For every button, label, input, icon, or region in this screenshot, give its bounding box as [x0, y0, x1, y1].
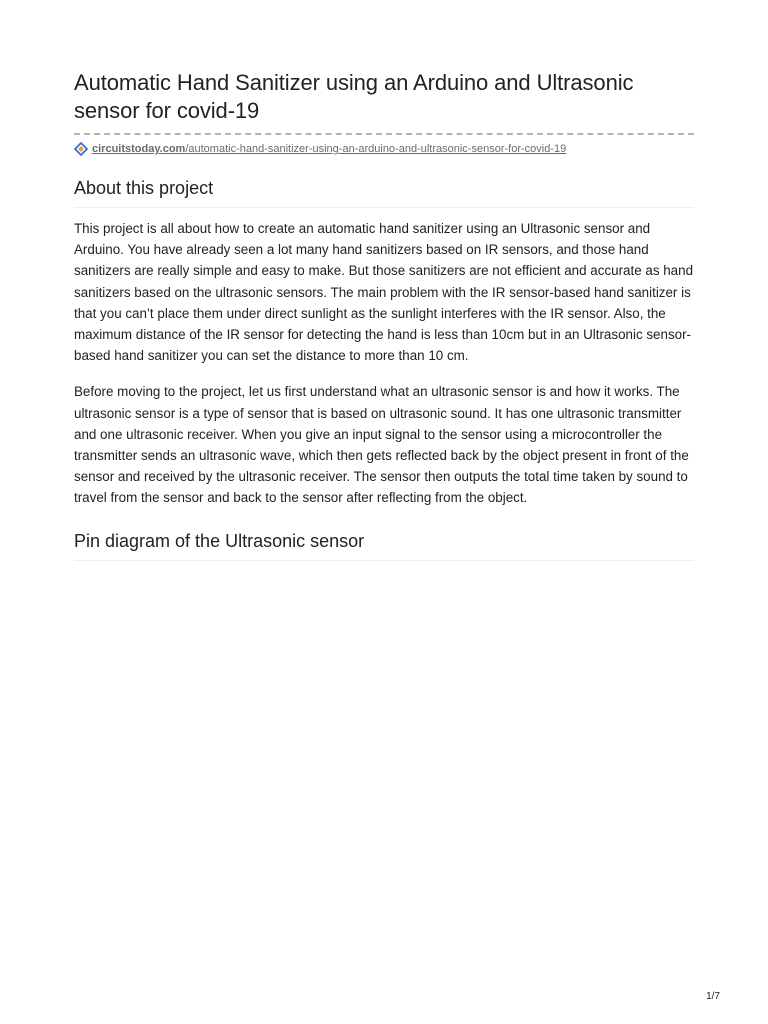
source-domain[interactable]: circuitstoday.com: [92, 143, 186, 155]
title-divider: [74, 133, 694, 135]
link-diamond-icon: [74, 142, 88, 156]
section-divider: [74, 560, 694, 561]
section-divider: [74, 207, 694, 208]
page-number: 1/7: [706, 991, 720, 1002]
source-link[interactable]: [74, 142, 694, 156]
document-content: [74, 69, 694, 561]
section-heading-about: About this project: [74, 178, 214, 198]
section-pin-diagram: [74, 529, 694, 561]
paragraph: This project is all about how to create an automatic hand sanitizer using an Ultrasonic sensor and Arduino. You have already seen a lot many hand sanitizers based on IR sensors, and those hand sanitizers are really simple and easy to make. But those sanitizers are not efficient and accurate as hand sanitizers based on the ultrasonic sensors. The main problem with the IR sensor-based hand sanitizer is that you can’t place them under direct sunlight as the sunlight interferes with the IR sensor. Also, the maximum distance of the IR sensor for detecting the hand is less than 10cm but in an Ultrasonic sensor-based hand sanitizer you can set the distance to more than 10 cm.: [74, 221, 694, 364]
page-title: Automatic Hand Sanitizer using an Arduino and Ultrasonic sensor for covid-19: [74, 70, 634, 123]
section-about: [74, 176, 694, 509]
paragraph: Before moving to the project, let us first understand what an ultrasonic sensor is and how it works. The ultrasonic sensor is a type of sensor that is based on ultrasonic sound. It has one ultrasonic transmitter and one ultrasonic receiver. When you give an input signal to the sensor using a microcontroller the transmitter sends an ultrasonic wave, which then gets reflected back by the object present in front of the sensor and received by the ultrasonic receiver. The sensor then outputs the total time taken by sound to travel from the sensor and back to the sensor after reflecting from the object.: [74, 384, 689, 506]
source-path[interactable]: /automatic-hand-sanitizer-using-an-arduino-and-ultrasonic-sensor-for-covid-19: [185, 143, 567, 155]
section-heading-pin-diagram: Pin diagram of the Ultrasonic sensor: [74, 530, 365, 551]
